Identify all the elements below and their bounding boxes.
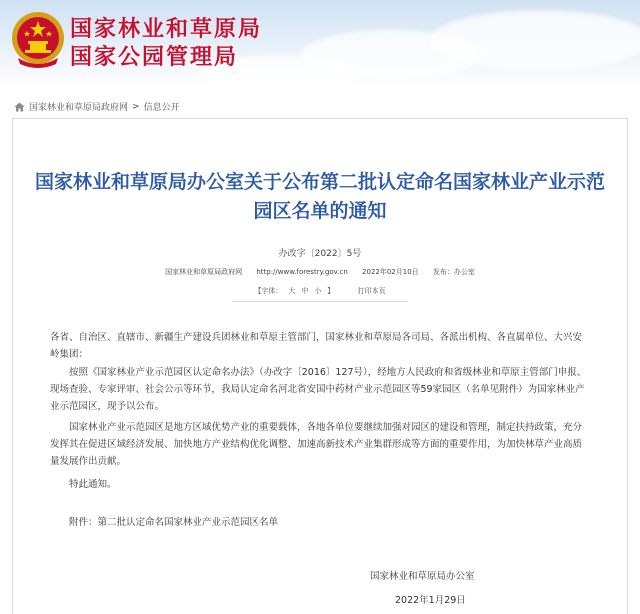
article-title: 国家林业和草原局办公室关于公布第二批认定命名国家林业产业示范园区名单的通知	[34, 171, 605, 222]
article-tools	[0, 286, 640, 296]
meta-publisher: 发布：办公室	[432, 268, 475, 276]
cloud-decoration	[430, 10, 640, 70]
breadcrumb-home-link[interactable]: 国家林业和草原局政府网	[29, 103, 129, 113]
meta-url: http://www.forestry.gov.cn	[256, 268, 348, 276]
signature: 国家林业和草原局办公室	[370, 571, 475, 582]
breadcrumb-current-link[interactable]: 信息公开	[143, 103, 180, 113]
breadcrumb-separator: >	[132, 101, 140, 112]
meta-date: 2022年02月10日	[362, 268, 419, 276]
meta-source: 国家林业和草原局政府网	[165, 268, 243, 276]
breadcrumb	[14, 100, 180, 113]
paragraph-significance: 国家林业产业示范园区是地方区域优势产业的重要载体，各地各单位要继续加强对园区的建设和管理，制定扶持政策，充分发挥其在促进区域经济发展、加快地方产业结构优化调整、加速高新技术产业集群形成等方面的重要作用，为加快林草产业高质量发展作出贡献。	[50, 422, 583, 467]
site-header	[0, 0, 640, 88]
document-number: 办改字〔2022〕5号	[278, 249, 362, 259]
home-icon	[14, 102, 25, 112]
meta-divider	[232, 301, 408, 302]
font-size-label-end: 】	[327, 287, 335, 295]
font-large-button[interactable]: 大	[288, 287, 296, 295]
font-small-button[interactable]: 小	[314, 287, 322, 295]
print-button[interactable]: 打印本页	[357, 287, 386, 295]
attachment-link[interactable]: 附件：第二批认定命名国家林业产业示范园区名单	[69, 517, 279, 528]
site-name-line2[interactable]: 国家公园管理局	[70, 45, 239, 70]
font-size-label: 【字体：	[254, 287, 283, 295]
paragraph-recipients: 各省、自治区、直辖市、新疆生产建设兵团林业和草原主管部门，国家林业和草原局各司局、各派出机构、各直属单位、大兴安岭集团：	[50, 332, 583, 360]
signature-date: 2022年1月29日	[395, 595, 466, 606]
paragraph-closing: 特此通知。	[69, 479, 117, 490]
site-name-line1[interactable]: 国家林业和草原局	[70, 17, 263, 42]
article-meta	[0, 267, 640, 277]
font-medium-button[interactable]: 中	[301, 287, 309, 295]
national-emblem-icon[interactable]	[10, 10, 66, 70]
paragraph-basis: 按照《国家林业产业示范园区认定命名办法》（办改字〔2016〕127号），经地方人民政府和省级林业和草原主管部门申报、现场查验、专家评审、社会公示等环节，我局认定命名河北省安国中药材产业示范园区等59家园区（名单见附件）为国家林业产业示范园区，现予以公布。	[50, 367, 587, 412]
